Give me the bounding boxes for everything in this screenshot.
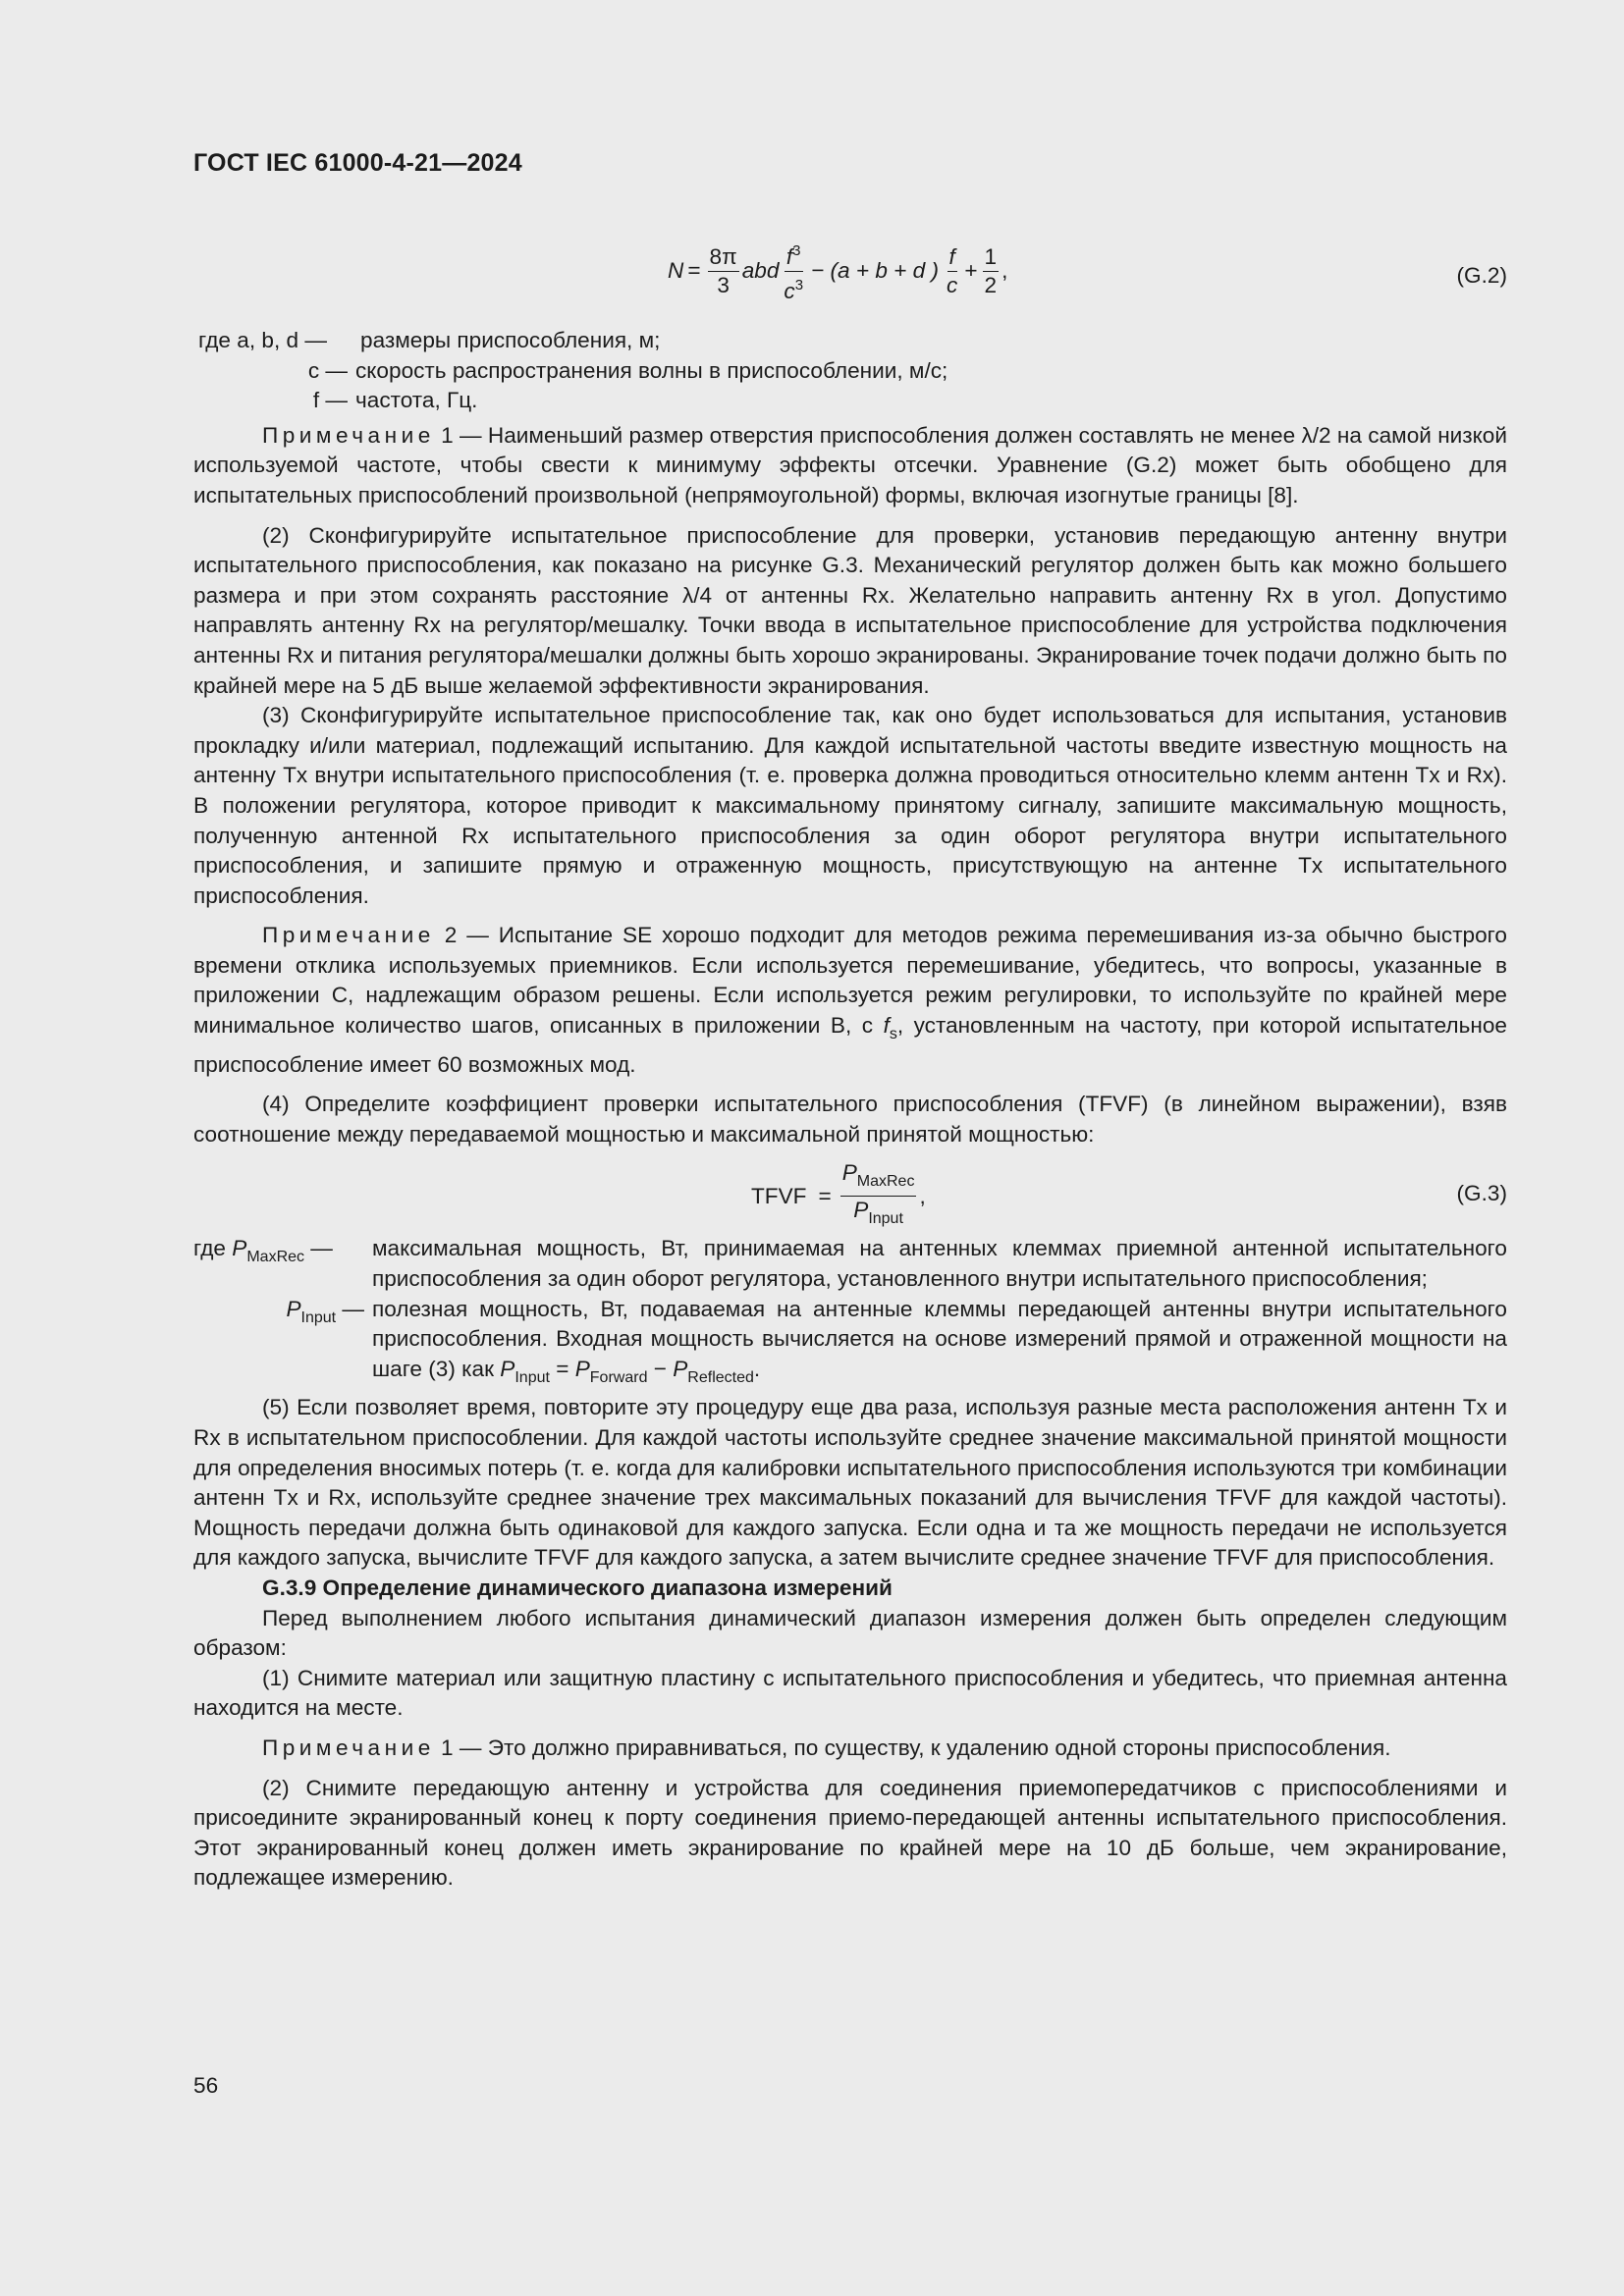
equation-g3 — [193, 1149, 1507, 1234]
paragraph-step-3: (3) Сконфигурируйте испытательное приспособление так, как оно будет использоваться для испытания, установив прокладку и/или материал, подлежащий испытанию. Для каждой испытательной частоты введите известную мощность на антенну Tx внутри испытательного приспособления (т. е. проверка должна проводиться относительно клемм антенн Tx и Rx). В положении регулятора, которое приводит к максимальному принятому сигналу, запишите максимальную мощность, полученную антенной Rx испытательного приспособления за один оборот регулятора внутри испытательного приспособления, и запишите прямую и отраженную мощность, присутствующую на антенне Tx испытательного приспособления. — [193, 703, 1507, 908]
eq-abd: abd — [741, 258, 780, 284]
definition-row: где $P_{MaxRec}$ — максимальная мощность, Вт, принимаемая на антенных клеммах приемной антенной испытательного приспособления за один оборот регулятора, установленного внутри испытательного приспособления; — [193, 1236, 1507, 1292]
eq-frac-8pi-3: $\frac{8\pi}{3}$ — [709, 244, 737, 297]
equation-g3-body: TFVF = $\frac{P_{MaxRec}}{P_{Input}}$ , — [751, 1159, 926, 1233]
page-number: 56 — [193, 2073, 219, 2098]
eq-mid: − (a + b + d ) — [811, 258, 940, 284]
definition-row: $P_{Input}$ — полезная мощность, Вт, подаваемая на антенные клеммы передающей антенны внутри испытательного приспособления. Входная мощность вычисляется на основе измерений прямой и отраженной мощности на шаге (3) как $P_{Input} = P_{Forward} - P_{Reflected}$. — [286, 1296, 1507, 1386]
eq-frac-tfvf: $\frac{P_{MaxRec}}{P_{Input}}$ — [841, 1160, 915, 1228]
paragraph-step-5: (5) Если позволяет время, повторите эту процедуру еще два раза, используя разные места расположения антенн Tx и Rx в испытательном приспособлении. Для каждой частоты используйте среднее значение максимальной принятой мощности для определения вносимых потерь (т. е. когда для калибровки испытательного приспособления используются три комбинации антенн Tx и Rx, используйте среднее значение трех максимальных показаний для вычисления TFVF для каждой частоты). Мощность передачи должна быть одинаковой для каждого запуска. Если одна и та же мощность передачи не используется для каждого запуска, вычислите TFVF для каждого запуска, а затем вычислите среднее значение TFVF для приспособления. — [193, 1395, 1507, 1571]
paragraph-step-1: (1) Снимите материал или защитную пластину с испытательного приспособления и убедитесь, что приемная антенна находится на месте. — [193, 1665, 1507, 1721]
eq-frac-f-c: $\frac{f}{c}$ — [947, 244, 958, 297]
paragraph-step-2b: (2) Снимите передающую антенну и устройства для соединения приемопередатчиков с приспособлениями и присоедините экранированный конец к порту соединения приемо-передающей антенны испытательного приспособления. Этот экранированный конец должен иметь экранирование по крайней мере на 10 дБ больше, чем экранирование, подлежащее измерению. — [193, 1775, 1507, 1891]
definitions-g2 — [193, 326, 1507, 416]
definition-row: f — частота, Гц. — [312, 388, 478, 413]
equation-g2 — [193, 224, 1507, 326]
eq-frac-f3-c3: $\frac{f^3}{c^3}$ — [782, 238, 805, 305]
note-3: Примечание 1 — Это должно приравниваться, по существу, к удалению одной стороны приспособления. — [262, 1735, 1391, 1760]
equation-g2-body: N = $\frac{8\pi}{3}$ abd $\frac{f^3}{c^3}$ − (a + b + d ) $\frac{f}{c}$ + $\frac{1}{2}$ , — [668, 238, 1007, 305]
paragraph-intro: Перед выполнением любого испытания динамический диапазон измерения должен быть определен следующим образом: — [193, 1605, 1507, 1661]
equation-number: (G.2) — [1456, 263, 1507, 288]
note-1: Примечание 1 — Наименьший размер отверстия приспособления должен составлять не менее λ/2 на самой низкой используемой частоте, чтобы свести к минимуму эффекты отсечки. Уравнение (G.2) может быть обобщено для испытательных приспособлений произвольной (непрямоугольной) формы, включая изогнутые границы [8]. — [193, 422, 1507, 507]
definition-row: где a, b, d — размеры приспособления, м; — [198, 328, 661, 352]
equation-number: (G.3) — [1456, 1181, 1507, 1206]
definitions-g3 — [193, 1234, 1507, 1393]
definition-row: c — скорость распространения волны в приспособлении, м/с; — [307, 357, 948, 383]
paragraph-step-4: (4) Определите коэффициент проверки испытательного приспособления (TFVF) (в линейном выражении), взяв соотношение между передаваемой мощностью и максимальной принятой мощностью: — [193, 1092, 1507, 1147]
note-2: Примечание 2 — Испытание SE хорошо подходит для методов режима перемешивания из-за обычно быстрого времени отклика используемых приемников. Если используется перемешивание, убедитесь, что вопросы, указанные в приложении C, надлежащим образом решены. Если используется режим регулировки, то используйте по крайней мере минимальное количество шагов, описанных в приложении B, с $f_s$, установленным на частоту, при которой испытательное приспособление имеет 60 возможных мод. — [193, 923, 1507, 1077]
eq-frac-1-2: $\frac{1}{2}$ — [984, 244, 998, 297]
document-header: ГОСТ IEC 61000-4-21—2024 — [193, 149, 522, 177]
page-content — [193, 224, 1507, 1894]
paragraph-step-2: (2) Сконфигурируйте испытательное приспособление для проверки, установив передающую антенну внутри испытательного приспособления, как показано на рисунке G.3. Механический регулятор должен быть как можно большего размера и при этом сохранять расстояние λ/4 от антенны Rx. Желательно направить антенну Rx в угол. Допустимо направлять антенну Rx на регулятор/мешалку. Точки ввода в испытательное приспособление для устройства подключения антенны Rx и питания регулятора/мешалки должны быть хорошо экранированы. Экранирование точек подачи должно быть по крайней мере на 5 дБ выше желаемой эффективности экранирования. — [193, 522, 1507, 698]
section-heading: G.3.9 Определение динамического диапазона измерений — [262, 1575, 893, 1600]
eq-lhs: N — [668, 258, 684, 284]
